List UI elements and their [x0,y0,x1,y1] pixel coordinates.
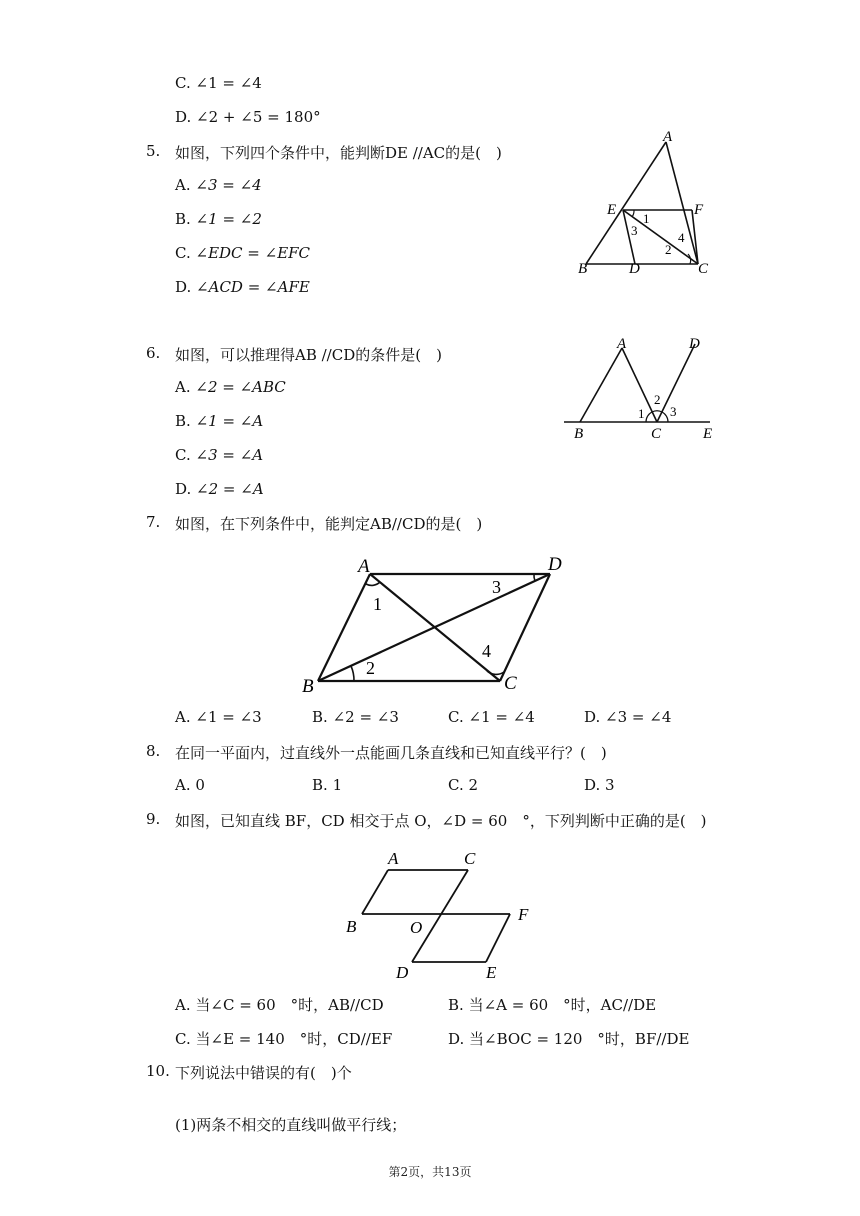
q4-option-c [175,74,262,92]
option-letter: A. [175,708,191,726]
option-letter: B. [312,708,328,726]
q9-number: 9. [146,810,161,828]
label-c: C [698,261,709,277]
option-text: 当∠A = 60 °时，AC//DE [468,996,657,1014]
option-text: 1 [332,776,343,794]
q6-number: 6. [146,344,161,362]
option-text: ∠2 = ∠A [196,480,264,498]
diagonal-bd [318,574,550,681]
option-letter: C. [175,74,191,92]
segment-ab [580,348,622,422]
q9-option-c [175,1028,392,1049]
angle-2-label: 2 [665,242,672,257]
q9-option-d [448,1028,689,1049]
q5-option-c [175,244,310,262]
option-text: 3 [605,776,615,794]
option-letter: C. [175,244,191,262]
label-f: F [518,905,529,924]
angle-4-label: 4 [482,641,491,661]
option-letter: A. [175,776,191,794]
q7-number: 7. [146,513,161,531]
label-d: D [689,336,700,352]
option-text: ∠1 = ∠3 [195,708,262,726]
option-text: 当∠E = 140 °时，CD//EF [195,1030,393,1048]
segment-ab [362,870,388,914]
option-text: ∠1 = ∠2 [195,210,262,228]
label-d: D [396,963,409,982]
option-letter: D. [584,776,601,794]
segment-dc [500,574,550,681]
q6-option-c [175,446,263,464]
option-text: ∠ACD = ∠AFE [196,278,310,296]
q5-figure [572,130,722,280]
option-text: 2 [468,776,479,794]
q6-option-b [175,412,263,430]
option-letter: B. [175,412,191,430]
q8-number: 8. [146,742,161,760]
angle-3-label: 3 [492,577,501,597]
angle-1-label: 1 [373,594,382,614]
angle-1-label: 1 [638,406,645,421]
angle-3-label: 3 [670,404,677,419]
label-c: C [504,673,517,694]
q8-option-a [175,776,205,794]
q9-option-b [448,994,656,1015]
option-text: ∠2 = ∠ABC [195,378,286,396]
label-c: C [464,849,476,868]
q5-option-a [175,176,262,194]
option-letter: C. [175,446,191,464]
label-e: E [486,963,497,982]
q6-option-a [175,378,286,396]
angle-3-label: 3 [631,223,638,238]
option-letter: A. [175,996,191,1014]
q9-figure [340,842,550,984]
option-letter: C. [175,1030,191,1048]
q7-option-d [584,708,671,726]
angle-4-label: 4 [678,230,685,245]
q10-number: 10. [146,1062,170,1080]
option-letter: D. [175,278,192,296]
q10-stem: 下列说法中错误的有( )个 [175,1064,352,1082]
q5-number: 5. [146,142,161,160]
option-text: ∠3 = ∠4 [195,176,262,194]
option-text: ∠EDC = ∠EFC [195,244,311,262]
segment-ab [586,142,666,264]
label-c: C [651,426,662,442]
angle-2-label: 2 [654,392,661,407]
label-d: D [629,261,640,277]
option-text: ∠2 = ∠3 [332,708,399,726]
q10-item-1: (1)两条不相交的直线叫做平行线； [175,1116,407,1134]
page-footer: 第2页，共13页 [388,1165,472,1179]
option-letter: D. [175,108,192,126]
q4-option-d [175,108,321,126]
option-text: 当∠C = 60 °时，AB//CD [195,996,384,1014]
label-a: A [388,849,399,868]
option-text: 当∠BOC = 120 °时，BF//DE [469,1030,690,1048]
option-letter: C. [448,708,464,726]
option-text: ∠1 = ∠A [195,412,264,430]
option-letter: B. [312,776,328,794]
option-letter: D. [175,480,192,498]
label-o: O [410,918,423,937]
segment-ab [318,574,370,681]
label-b: B [578,261,588,277]
q8-option-d [584,776,615,794]
segment-fe [486,914,510,962]
q7-stem: 如图，在下列条件中，能判定AB//CD的是( ) [175,515,483,533]
option-letter: A. [175,176,191,194]
label-a: A [617,336,627,352]
label-a: A [358,556,370,577]
label-e: E [703,426,713,442]
q6-option-d [175,480,264,498]
label-e: E [607,202,617,218]
q8-option-b [312,776,342,794]
option-text: ∠3 = ∠4 [605,708,672,726]
q7-option-a [175,708,262,726]
label-b: B [302,676,314,697]
option-text: ∠1 = ∠4 [195,74,262,92]
label-a: A [663,130,673,145]
q6-stem: 如图，可以推理得AB //CD的条件是( ) [175,346,442,364]
label-b: B [574,426,584,442]
option-text: ∠3 = ∠A [195,446,264,464]
label-f: F [694,202,704,218]
q9-stem: 如图，已知直线 BF，CD 相交于点 O，∠D = 60 °，下列判断中正确的是( ) [175,812,707,830]
option-letter: C. [448,776,464,794]
q5-option-b [175,210,262,228]
q8-option-c [448,776,478,794]
q7-option-b [312,708,399,726]
option-text: 0 [195,776,205,794]
q6-figure [560,332,720,444]
q5-option-d [175,278,310,296]
q9-option-a [175,994,384,1015]
option-letter: B. [175,210,191,228]
angle-1-label: 1 [643,211,650,226]
option-letter: D. [448,1030,465,1048]
q5-stem: 如图，下列四个条件中，能判断DE //AC的是( ) [175,144,502,162]
label-b: B [346,917,357,936]
option-text: ∠2 + ∠5 = 180° [196,108,321,126]
q7-figure [298,548,568,698]
option-letter: D. [584,708,601,726]
line-cd [412,870,468,962]
option-letter: B. [448,996,464,1014]
angle-2-label: 2 [366,658,375,678]
segment-fc [692,210,698,264]
label-d: D [548,554,562,575]
q8-stem: 在同一平面内，过直线外一点能画几条直线和已知直线平行？( ) [175,744,607,762]
option-letter: A. [175,378,191,396]
option-text: ∠1 = ∠4 [468,708,535,726]
q7-option-c [448,708,535,726]
